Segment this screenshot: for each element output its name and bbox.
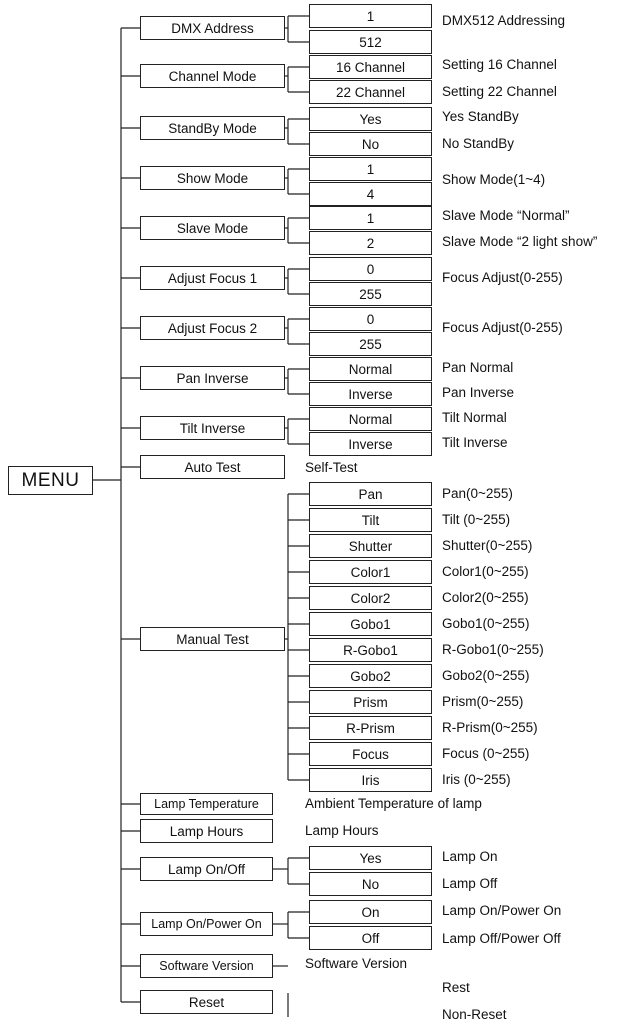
menu-item-lamp-hours: Lamp Hours bbox=[140, 819, 273, 843]
item-desc-reset: Rest bbox=[442, 980, 470, 995]
option-box-channel-mode: 16 Channel bbox=[309, 55, 432, 79]
item-desc-standby-mode: No StandBy bbox=[442, 136, 515, 151]
option-box-standby-mode: Yes bbox=[309, 107, 432, 131]
menu-item-auto-test: Auto Test bbox=[140, 455, 285, 479]
menu-item-lamp-on-power-on: Lamp On/Power On bbox=[140, 912, 273, 936]
item-desc-show-mode: Show Mode(1~4) bbox=[442, 172, 546, 187]
option-desc-manual-test: Tilt (0~255) bbox=[442, 512, 511, 527]
option-box-standby-mode: No bbox=[309, 132, 432, 156]
option-box-manual-test: Iris bbox=[309, 768, 432, 792]
option-box-show-mode: 1 bbox=[309, 157, 432, 181]
item-desc-reset: Non-Reset bbox=[442, 1007, 507, 1022]
option-box-adjust-focus-1: 0 bbox=[309, 257, 432, 281]
item-desc-lamp-on-power-on: Lamp Off/Power Off bbox=[442, 931, 561, 946]
option-desc-manual-test: Gobo1(0~255) bbox=[442, 616, 530, 631]
item-desc-lamp-on-off: Lamp On bbox=[442, 849, 498, 864]
option-box-dmx-address: 1 bbox=[309, 4, 432, 28]
option-box-tilt-inverse: Inverse bbox=[309, 432, 432, 456]
item-desc-dmx-address: DMX512 Addressing bbox=[442, 13, 566, 28]
option-desc-manual-test: Focus (0~255) bbox=[442, 746, 530, 761]
option-desc-manual-test: Pan(0~255) bbox=[442, 486, 513, 501]
item-desc-pan-inverse: Pan Inverse bbox=[442, 385, 515, 400]
menu-item-software-version: Software Version bbox=[140, 954, 273, 978]
option-box-lamp-on-off: Yes bbox=[309, 846, 432, 870]
menu-item-tilt-inverse: Tilt Inverse bbox=[140, 416, 285, 440]
option-box-manual-test: Focus bbox=[309, 742, 432, 766]
item-desc-adjust-focus-1: Focus Adjust(0-255) bbox=[442, 270, 563, 285]
option-box-channel-mode: 22 Channel bbox=[309, 80, 432, 104]
option-box-show-mode: 4 bbox=[309, 182, 432, 206]
menu-item-show-mode: Show Mode bbox=[140, 166, 285, 190]
item-desc-lamp-on-off: Lamp Off bbox=[442, 876, 498, 891]
option-box-slave-mode: 2 bbox=[309, 231, 432, 255]
option-box-manual-test: Color2 bbox=[309, 586, 432, 610]
menu-item-lamp-temperature: Lamp Temperature bbox=[140, 793, 273, 815]
item-desc-lamp-temperature: Ambient Temperature of lamp bbox=[305, 796, 482, 811]
option-box-adjust-focus-2: 255 bbox=[309, 332, 432, 356]
item-desc-tilt-inverse: Tilt Inverse bbox=[442, 435, 508, 450]
option-box-tilt-inverse: Normal bbox=[309, 407, 432, 431]
item-desc-pan-inverse: Pan Normal bbox=[442, 360, 514, 375]
menu-item-standby-mode: StandBy Mode bbox=[140, 116, 285, 140]
option-desc-manual-test: Shutter(0~255) bbox=[442, 538, 533, 553]
option-desc-manual-test: R-Gobo1(0~255) bbox=[442, 642, 544, 657]
menu-item-slave-mode: Slave Mode bbox=[140, 216, 285, 240]
menu-item-adjust-focus-2: Adjust Focus 2 bbox=[140, 316, 285, 340]
option-box-manual-test: Shutter bbox=[309, 534, 432, 558]
option-desc-manual-test: Color2(0~255) bbox=[442, 590, 529, 605]
option-box-pan-inverse: Normal bbox=[309, 357, 432, 381]
option-box-pan-inverse: Inverse bbox=[309, 382, 432, 406]
item-desc-slave-mode: Slave Mode “Normal” bbox=[442, 208, 570, 223]
option-box-manual-test: R-Gobo1 bbox=[309, 638, 432, 662]
menu-item-lamp-on-off: Lamp On/Off bbox=[140, 857, 273, 881]
option-box-manual-test: Prism bbox=[309, 690, 432, 714]
menu-item-reset: Reset bbox=[140, 990, 273, 1014]
item-desc-lamp-on-power-on: Lamp On/Power On bbox=[442, 903, 562, 918]
item-desc-channel-mode: Setting 22 Channel bbox=[442, 84, 557, 99]
option-box-manual-test: Pan bbox=[309, 482, 432, 506]
item-desc-auto-test: Self-Test bbox=[305, 460, 358, 475]
item-desc-tilt-inverse: Tilt Normal bbox=[442, 410, 507, 425]
option-desc-manual-test: R-Prism(0~255) bbox=[442, 720, 538, 735]
item-desc-channel-mode: Setting 16 Channel bbox=[442, 57, 557, 72]
option-box-manual-test: Color1 bbox=[309, 560, 432, 584]
option-box-lamp-on-power-on: On bbox=[309, 900, 432, 924]
option-desc-manual-test: Prism(0~255) bbox=[442, 694, 524, 709]
menu-item-dmx-address: DMX Address bbox=[140, 16, 285, 40]
option-box-adjust-focus-2: 0 bbox=[309, 307, 432, 331]
option-box-manual-test: Tilt bbox=[309, 508, 432, 532]
item-desc-software-version: Software Version bbox=[305, 956, 408, 971]
option-box-slave-mode: 1 bbox=[309, 206, 432, 230]
option-desc-manual-test: Color1(0~255) bbox=[442, 564, 529, 579]
option-desc-manual-test: Iris (0~255) bbox=[442, 772, 511, 787]
option-box-manual-test: R-Prism bbox=[309, 716, 432, 740]
menu-item-adjust-focus-1: Adjust Focus 1 bbox=[140, 266, 285, 290]
menu-item-manual-test: Manual Test bbox=[140, 627, 285, 651]
option-box-lamp-on-power-on: Off bbox=[309, 926, 432, 950]
option-box-adjust-focus-1: 255 bbox=[309, 282, 432, 306]
menu-item-pan-inverse: Pan Inverse bbox=[140, 366, 285, 390]
option-box-manual-test: Gobo2 bbox=[309, 664, 432, 688]
item-desc-adjust-focus-2: Focus Adjust(0-255) bbox=[442, 320, 563, 335]
option-desc-manual-test: Gobo2(0~255) bbox=[442, 668, 530, 683]
item-desc-standby-mode: Yes StandBy bbox=[442, 109, 519, 124]
menu-item-channel-mode: Channel Mode bbox=[140, 64, 285, 88]
menu-root-box: MENU bbox=[8, 466, 93, 495]
item-desc-lamp-hours: Lamp Hours bbox=[305, 823, 379, 838]
option-box-manual-test: Gobo1 bbox=[309, 612, 432, 636]
option-box-lamp-on-off: No bbox=[309, 872, 432, 896]
option-box-dmx-address: 512 bbox=[309, 30, 432, 54]
item-desc-slave-mode: Slave Mode “2 light show” bbox=[442, 234, 598, 249]
